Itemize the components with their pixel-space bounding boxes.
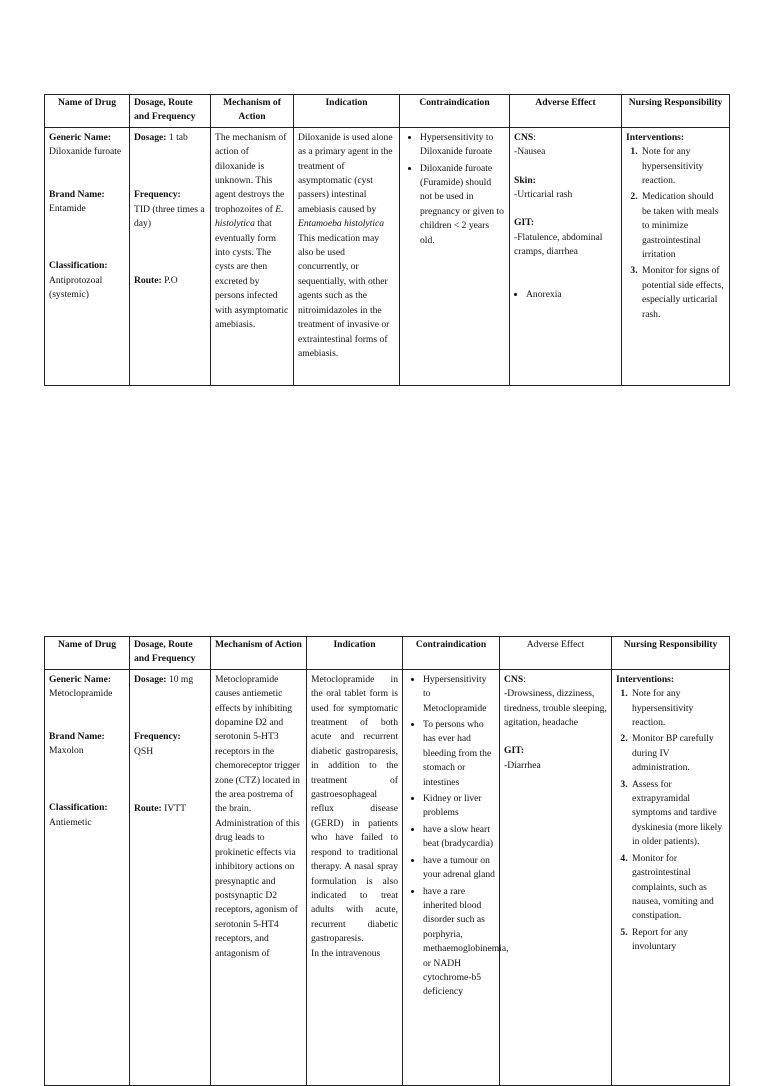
indication-text-2: In the intravenous xyxy=(311,947,381,959)
contraindication-list xyxy=(404,131,505,248)
brand-name: Maxolon xyxy=(49,745,84,757)
classification-value: Antiemetic xyxy=(49,816,92,828)
list-item: • have a rare inherited blood disorder such as porphyria, methaemoglobinemia, or NADH cytochrome-b5 deficiency xyxy=(423,885,495,1000)
interventions-list xyxy=(626,145,725,322)
list-item: • Anorexia xyxy=(526,288,617,302)
indication-text: Metoclopramide in the oral tablet form is used for symptomatic treatment of both acute and recurrent diabetic gastroparesis, in addition to the treatment of gastroesophageal reflux disease (GERD) in patients who have failed to respond to traditional therapy. A nasal spray formulation is also indicated to treat adults with acute, recurrent diabetic gastroparesis. xyxy=(311,673,398,945)
table-header-row xyxy=(45,637,730,670)
interventions-label: Interventions: xyxy=(616,673,675,685)
header-adverse-effect: Adverse Effect xyxy=(510,95,622,128)
table-row xyxy=(45,669,730,1085)
contraindication-list xyxy=(407,673,509,1000)
frequency-label: Frequency: xyxy=(134,189,181,201)
classification-value: Antiprotozoal (systemic) xyxy=(49,274,103,301)
cell-mechanism: Metoclopramide causes antiemetic effects by inhibiting dopamine D2 and serotonin 5-HT3 receptors in the chemoreceptor trigger zone (CTZ) located in the area postrema of the brain. Administration of this drug leads to prokinetic effects via inhibitory actions on presynaptic and postsynaptic D2 receptors, agonism of serotonin 5-HT4 receptors, and antagonism of xyxy=(211,669,307,1085)
mechanism-organism: E. histolytica xyxy=(215,203,284,230)
cell-contraindication xyxy=(400,127,510,385)
generic-name: Metoclopramide xyxy=(49,688,113,700)
classification-label: Classification: xyxy=(49,802,108,814)
interventions-list xyxy=(616,687,725,954)
brand-name: Entamide xyxy=(49,203,86,215)
list-item: • Hypersensitivity to Metoclopramide xyxy=(423,673,495,716)
cns-suffix: : xyxy=(523,673,526,685)
cell-contraindication xyxy=(403,669,509,1085)
header-indication: Indication xyxy=(294,95,400,128)
cell-nursing xyxy=(612,669,730,1085)
cns-label: CNS xyxy=(504,673,524,685)
cell-dosage xyxy=(130,669,211,1085)
list-item: 2. Monitor BP carefully during IV administration. xyxy=(630,732,725,775)
skin-label: Skin: xyxy=(514,174,536,186)
brand-label: Brand Name: xyxy=(49,188,105,200)
generic-name: Diloxanide furoate xyxy=(49,146,122,158)
classification-label: Classification: xyxy=(49,260,108,272)
cell-adverse-effect xyxy=(510,127,622,385)
list-item: 3. Monitor for signs of potential side effects, especially urticarial rash. xyxy=(640,264,725,322)
cell-mechanism xyxy=(211,127,294,385)
list-item: 1. Note for any hypersensitivity reaction. xyxy=(640,145,725,188)
indication-text-2: This medication may also be used concurrently, or sequentially, with other agents such as the nitroimidazoles in the treatment of invasive or extraintestinal forms of amebiasis. xyxy=(298,232,390,359)
git-effects: -Diarrhea xyxy=(504,759,541,771)
header-name-of-drug: Name of Drug xyxy=(45,95,130,128)
header-mechanism: Mechanism of Action xyxy=(211,95,294,128)
table-header-row xyxy=(45,95,730,128)
cell-indication xyxy=(307,669,403,1085)
cns-suffix: : xyxy=(533,131,536,143)
list-item: • have a tumour on your adrenal gland xyxy=(423,854,495,883)
frequency-value: QSH xyxy=(134,745,154,757)
header-mechanism: Mechanism of Action xyxy=(211,637,307,670)
header-name-of-drug: Name of Drug xyxy=(45,637,130,670)
mechanism-text-2: that eventually form into cysts. The cysts are then excreted by persons infected with asymptomatic amebiasis. xyxy=(215,218,289,331)
cns-label: CNS xyxy=(514,131,534,143)
table-row xyxy=(45,127,730,385)
frequency-value: TID (three times a day) xyxy=(134,203,205,230)
dosage-label: Dosage: xyxy=(134,673,167,685)
cell-drug-name xyxy=(45,127,130,385)
extra-effect-list xyxy=(514,288,617,302)
route-value: P.O xyxy=(164,275,178,287)
generic-label: Generic Name: xyxy=(49,673,112,685)
list-item: 3. Assess for extrapyramidal symptoms and tardive dyskinesia (more likely in older patients). xyxy=(630,778,725,850)
route-label: Route: xyxy=(134,275,162,287)
drug-table-diloxanide xyxy=(44,94,730,386)
cns-effects: -Nausea xyxy=(514,146,546,158)
dosage-value: 10 mg xyxy=(168,673,194,685)
list-item: • Kidney or liver problems xyxy=(423,792,495,821)
drug-table-metoclopramide xyxy=(44,636,730,1086)
header-nursing: Nursing Responsibility xyxy=(622,95,730,128)
cell-dosage xyxy=(130,127,211,385)
list-item: • have a slow heart beat (bradycardia) xyxy=(423,823,495,852)
indication-text: Diloxanide is used alone as a primary agent in the treatment of asymptomatic (cyst passers) intestinal amebiasis caused by xyxy=(298,131,393,215)
mechanism-text: The mechanism of action of diloxanide is unknown. This agent destroys the trophozoites of xyxy=(215,131,287,215)
route-label: Route: xyxy=(134,803,162,815)
cell-indication xyxy=(294,127,400,385)
git-effects: -Flatulence, abdominal cramps, diarrhea xyxy=(514,231,603,258)
header-indication: Indication xyxy=(307,637,403,670)
generic-label: Generic Name: xyxy=(49,131,112,143)
cns-effects: -Drowsiness, dizziness, tiredness, trouble sleeping, agitation, headache xyxy=(504,688,607,729)
cell-drug-name xyxy=(45,669,130,1085)
git-label: GIT: xyxy=(514,217,535,229)
cell-adverse-effect xyxy=(500,669,612,1085)
list-item: 2. Medication should be taken with meals to minimize gastrointestinal irritation xyxy=(640,190,725,262)
header-contraindication: Contraindication xyxy=(403,637,500,670)
list-item: • Hypersensitivity to Diloxanide furoate xyxy=(420,131,505,160)
list-item: 4. Monitor for gastrointestinal complaints, such as nausea, vomiting and constipation. xyxy=(630,852,725,924)
list-item: 5. Report for any involuntary xyxy=(630,926,725,955)
dosage-label: Dosage: xyxy=(134,131,167,143)
header-dosage: Dosage, Route and Frequency xyxy=(130,637,211,670)
git-label: GIT: xyxy=(504,745,525,757)
header-nursing: Nursing Responsibility xyxy=(612,637,730,670)
dosage-value: 1 tab xyxy=(168,131,188,143)
brand-label: Brand Name: xyxy=(49,730,105,742)
header-adverse-effect: Adverse Effect xyxy=(500,637,612,670)
skin-effects: -Urticarial rash xyxy=(514,189,573,201)
list-item: • To persons who has ever had bleeding from the stomach or intestines xyxy=(423,718,495,790)
frequency-label: Frequency: xyxy=(134,731,181,743)
indication-organism: Entamoeba histolytica xyxy=(298,218,385,230)
interventions-label: Interventions: xyxy=(626,131,685,143)
route-value: IVTT xyxy=(164,803,186,815)
header-dosage: Dosage, Route and Frequency xyxy=(130,95,211,128)
list-item: • Diloxanide furoate (Furamide) should not be used in pregnancy or given to children < 2 years old. xyxy=(420,162,505,248)
cell-nursing xyxy=(622,127,730,385)
header-contraindication: Contraindication xyxy=(400,95,510,128)
list-item: 1. Note for any hypersensitivity reaction. xyxy=(630,687,725,730)
